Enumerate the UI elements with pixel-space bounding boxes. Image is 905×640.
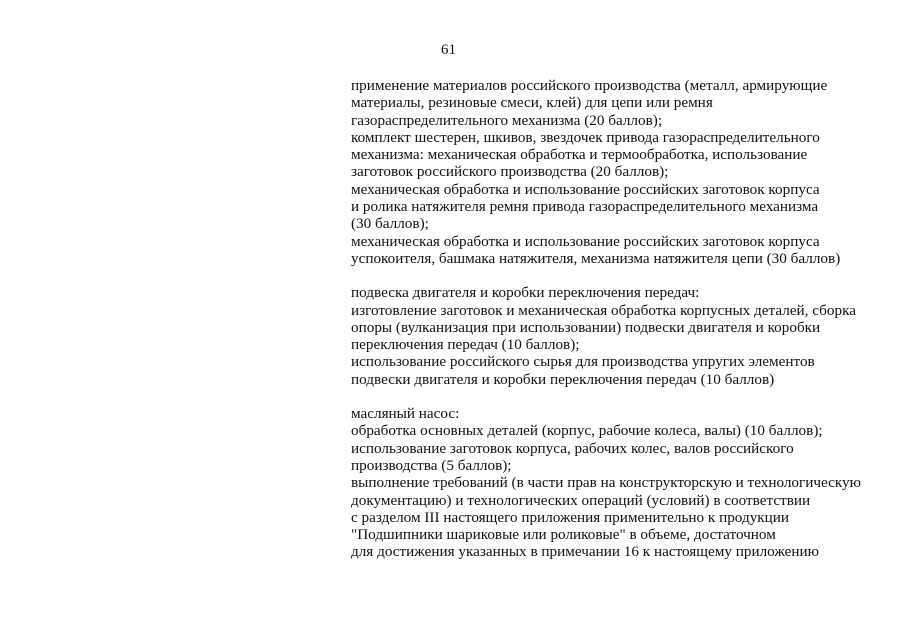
paragraph-block-engine-mount <box>351 284 896 388</box>
text-line: механическая обработка и использование российских заготовок корпуса <box>351 232 820 250</box>
text-line: и ролика натяжителя ремня привода газораспределительного механизма <box>351 198 819 216</box>
document-body <box>351 77 896 561</box>
text-line: использование российского сырья для производства упругих элементов <box>351 353 815 371</box>
paragraph-block-oil-pump <box>351 405 896 561</box>
text-line: "Подшипники шариковые или роликовые" в объеме, достаточном <box>351 526 776 544</box>
section-heading-line: масляный насос: <box>351 405 460 423</box>
text-line: документацию) и технологических операций (условий) в соответствии <box>351 491 811 509</box>
text-line: выполнение требований (в части прав на конструкторскую и технологическую <box>351 474 861 492</box>
page-number: 61 <box>441 42 456 58</box>
text-line: механизма: механическая обработка и термообработка, использование <box>351 146 808 164</box>
text-line: успокоителя, башмака натяжителя, механизма натяжителя цепи (30 баллов) <box>351 249 841 267</box>
text-line: опоры (вулканизация при использовании) подвески двигателя и коробки <box>351 318 821 336</box>
text-line: материалы, резиновые смеси, клей) для цепи или ремня <box>351 94 713 112</box>
text-line: с разделом III настоящего приложения применительно к продукции <box>351 508 790 526</box>
text-line: подвески двигателя и коробки переключения передач (10 баллов) <box>351 370 775 388</box>
paragraph-block-timing-mechanism <box>351 77 896 267</box>
text-line: применение материалов российского производства (металл, армирующие <box>351 77 828 94</box>
text-line: производства (5 баллов); <box>351 456 512 474</box>
text-line: газораспределительного механизма (20 баллов); <box>351 111 663 129</box>
text-line: использование заготовок корпуса, рабочих колес, валов российского <box>351 439 794 457</box>
text-line: (30 баллов); <box>351 215 429 233</box>
text-line: комплект шестерен, шкивов, звездочек привода газораспределительного <box>351 128 820 146</box>
section-heading-line: подвеска двигателя и коробки переключения передач: <box>351 284 700 302</box>
text-line: изготовление заготовок и механическая обработка корпусных деталей, сборка <box>351 301 856 319</box>
text-line: механическая обработка и использование российских заготовок корпуса <box>351 180 820 198</box>
text-line: для достижения указанных в примечании 16 к настоящему приложению <box>351 543 820 561</box>
text-line: переключения передач (10 баллов); <box>351 336 580 354</box>
text-line: заготовок российского производства (20 баллов); <box>351 163 669 181</box>
text-line: обработка основных деталей (корпус, рабочие колеса, валы) (10 баллов); <box>351 422 823 440</box>
